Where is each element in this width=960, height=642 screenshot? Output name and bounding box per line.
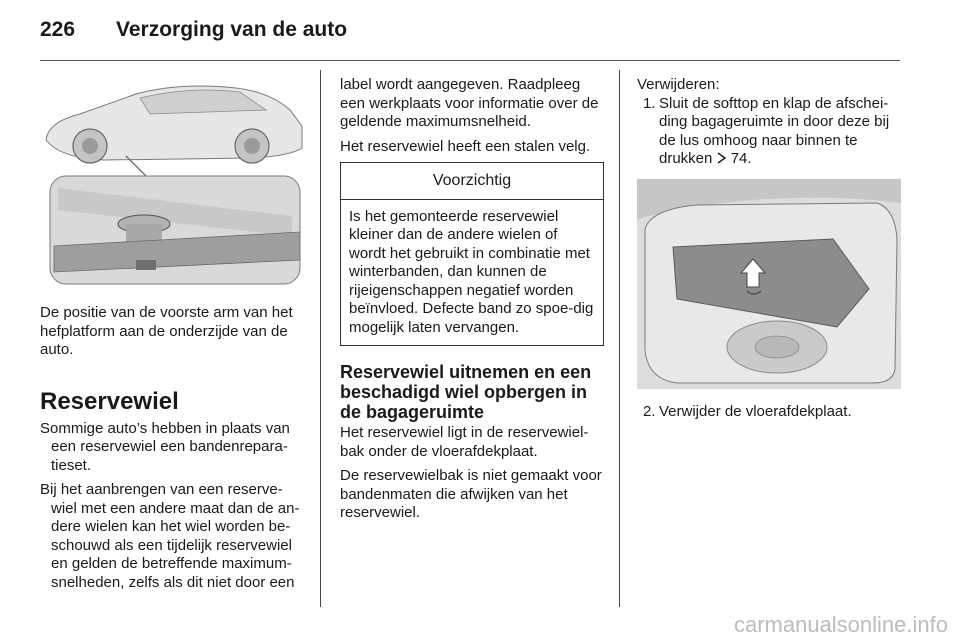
column-divider-1 bbox=[320, 70, 321, 607]
caution-title: Voorzichtig bbox=[341, 163, 603, 200]
step-2-text: Verwijder de vloerafdekplaat. bbox=[659, 402, 852, 420]
removal-intro: Verwijderen: bbox=[637, 76, 720, 93]
page-number: 226 bbox=[40, 18, 76, 41]
figure-caption: De positie van de voorste arm van het hefplatform aan de onderzijde van de auto. bbox=[40, 304, 293, 358]
step-1-number: 1. bbox=[643, 94, 656, 112]
watermark: carmanualsonline.info bbox=[733, 612, 948, 637]
paragraph-reservewiel-intro: Sommige auto’s hebben in plaats van een reservewiel een bandenrepara-tieset. bbox=[40, 419, 290, 474]
subheading-remove-spare: Reservewiel uitnemen en een beschadigd wiel opbergen in de bagageruimte bbox=[340, 362, 592, 422]
step-1-page-ref: 74. bbox=[730, 150, 752, 167]
page-title: Verzorging van de auto bbox=[116, 18, 348, 41]
removal-steps bbox=[637, 95, 901, 169]
step-2-number: 2. bbox=[643, 402, 656, 420]
step-1 bbox=[637, 95, 901, 169]
step-1-text: Sluit de softtop en klap de afschei-ding bagageruimte in door deze bij de lus omhoog naar binnen te drukken bbox=[659, 94, 890, 167]
paragraph-reservewiel-size: Bij het aanbrengen van een reserve-wiel met een andere maat dan de an-dere wielen kan het wiel worden be-schouwd als een tijdelijk reservewiel en gelden de betreffende maximum-snelheden, zelfs als dit niet door een bbox=[40, 481, 300, 591]
caution-text: Is het gemonteerde reservewiel kleiner dan de andere wielen of wordt het gebruikt in combinatie met winterbanden, dan kunnen de rijeigenschappen negatief worden beïnvloed. Defecte band zo spoe-dig mogelijk laten vervangen. bbox=[349, 207, 594, 336]
removal-steps-continued bbox=[637, 403, 901, 422]
column-2 bbox=[340, 76, 604, 529]
paragraph-speed-label: label wordt aangegeven. Raadpleeg een werkplaats voor informatie over de geldende maximumsnelheid. bbox=[340, 76, 599, 130]
column-1 bbox=[40, 76, 306, 598]
paragraph-spare-tub: De reservewielbak is niet gemaakt voor bandenmaten die afwijken van het reservewiel. bbox=[340, 467, 602, 521]
step-2 bbox=[637, 403, 901, 422]
page-reference-icon bbox=[717, 150, 731, 167]
paragraph-spare-location: Het reservewiel ligt in de reservewiel-bak onder de vloerafdekplaat. bbox=[340, 424, 589, 460]
trunk-floor-cover-illustration bbox=[637, 179, 901, 389]
car-lift-point-illustration bbox=[40, 76, 306, 290]
column-3 bbox=[637, 76, 901, 421]
paragraph-steel-rim: Het reservewiel heeft een stalen velg. bbox=[340, 137, 591, 155]
caution-box bbox=[340, 162, 604, 346]
column-divider-2 bbox=[619, 70, 620, 607]
header-rule bbox=[40, 60, 900, 61]
section-heading-reservewiel: Reservewiel bbox=[40, 387, 179, 415]
